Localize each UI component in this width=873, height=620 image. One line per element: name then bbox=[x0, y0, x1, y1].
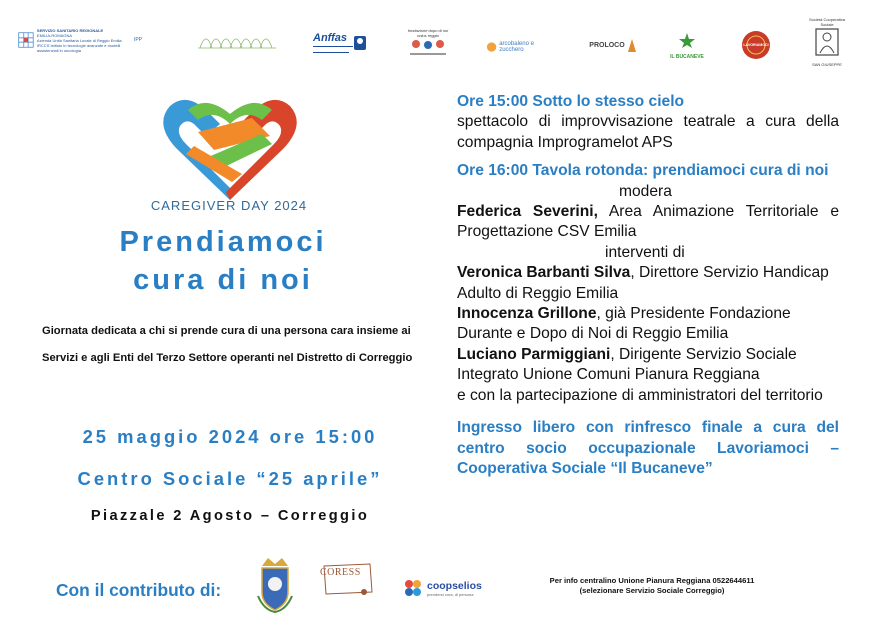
anffas-text: Anffas bbox=[313, 31, 348, 44]
fondazione-line-1: fondazione dopo di noi bbox=[407, 27, 449, 33]
coopselios-logo bbox=[402, 576, 492, 600]
program-item-2-title: Ore 16:00 Tavola rotonda: prendiamoci cura di noi bbox=[457, 162, 829, 180]
ssr-grid-icon bbox=[18, 29, 34, 51]
correggio-crest-logo bbox=[254, 556, 296, 614]
speaker-entry bbox=[457, 304, 839, 345]
coopselios-tagline: prendersi cura, di persona bbox=[427, 591, 474, 597]
program-item-1-text: spettacolo di improvvisazione teatrale a cura della compagnia Improgramelot APS bbox=[457, 113, 839, 151]
main-title-line-1: Prendiamoci bbox=[119, 226, 327, 258]
closing-text: e con la partecipazione di amministratori del territorio bbox=[457, 386, 823, 404]
info-box bbox=[500, 576, 804, 596]
arcobaleno-text: arcobaleno e zucchero bbox=[499, 41, 534, 53]
trees-icon bbox=[196, 28, 278, 52]
bucaneve-flower-icon bbox=[676, 31, 698, 49]
moderator-label: modera bbox=[619, 182, 672, 200]
anffas-badge-icon bbox=[353, 35, 367, 51]
logo-bucaneve bbox=[664, 30, 710, 60]
societa-line-2: SAN GIUSEPPE bbox=[812, 62, 842, 67]
ssr-text: SERVIZIO SANITARIO REGIONALE EMILIA-ROMAGNA Azienda Unità Sanitaria Locale di Reggio Emilia IRCCS Istituto in tecnologie avanzate e modelli assistenziali in oncologia bbox=[36, 27, 122, 53]
info-line-2: (selezionare Servizio Sociale Correggio) bbox=[579, 586, 725, 595]
logo-fondazione bbox=[402, 26, 454, 62]
proloco-text: PROLOCO bbox=[589, 41, 625, 49]
event-date: 25 maggio 2024 ore 15:00 bbox=[82, 426, 378, 447]
fondazione-figures-icon bbox=[406, 38, 450, 56]
speaker-entry bbox=[457, 263, 839, 304]
coopselios-dots-icon bbox=[402, 577, 424, 599]
speakers-label: interventi di bbox=[605, 243, 685, 261]
speaker-role: , Dirigente Servizio Sociale Integrato Unione Comuni Pianura Reggiana bbox=[457, 345, 797, 384]
moderator-name: Federica Severini, bbox=[457, 203, 598, 221]
program-section bbox=[457, 92, 839, 479]
speaker-role: , già Presidente Fondazione Durante e Dopo di Noi di Reggio Emilia bbox=[457, 305, 791, 343]
logo-servizio-sanitario bbox=[18, 26, 142, 54]
speaker-name: Innocenza Grillone bbox=[457, 305, 597, 323]
speaker-role: , Direttore Servizio Handicap Adulto di Reggio Emilia bbox=[457, 264, 829, 302]
crest-icon bbox=[254, 556, 296, 614]
societa-line-1: Società Cooperativa Sociale bbox=[808, 17, 846, 27]
caregiver-day-label: CAREGIVER DAY 2024 bbox=[150, 198, 308, 213]
entry-note: Ingresso libero con rinfresco finale a cura del centro socio occupazionale Lavoriamoci – Cooperativa Sociale “Il Bucaneve” bbox=[457, 419, 839, 477]
logo-proloco bbox=[588, 34, 640, 56]
logo-scaffolding bbox=[196, 28, 278, 52]
proloco-tower-icon bbox=[625, 37, 639, 53]
contributors-label: Con il contributo di: bbox=[56, 580, 222, 600]
ipp-text: IPP bbox=[133, 37, 142, 43]
logo-anffas bbox=[310, 26, 370, 60]
logo-lavoriamoci bbox=[740, 30, 772, 60]
event-place: Centro Sociale “25 aprile” bbox=[77, 468, 383, 489]
main-title-line-2: cura di noi bbox=[133, 264, 313, 296]
coress-text: CORESS bbox=[320, 567, 361, 578]
fondazione-line-2: onlus reggio bbox=[417, 32, 439, 38]
moderator-role: Area Animazione Territoriale e Progettazione CSV Emilia bbox=[457, 203, 839, 241]
logo-arcobaleno bbox=[486, 40, 556, 54]
coopselios-text: coopselios bbox=[427, 579, 482, 592]
lavoriamoci-text: LAVORIAMOCI bbox=[743, 43, 769, 47]
societa-saint-icon bbox=[814, 27, 840, 57]
arcobaleno-circle-icon bbox=[486, 41, 497, 53]
moderator-entry bbox=[457, 202, 839, 243]
logo-societa-cooperativa bbox=[806, 14, 848, 70]
coress-logo bbox=[320, 562, 376, 598]
speaker-name: Luciano Parmiggiani bbox=[457, 345, 611, 363]
info-line-1: Per info centralino Unione Pianura Reggiana 0522644611 bbox=[549, 576, 755, 585]
event-address: Piazzale 2 Agosto – Correggio bbox=[90, 508, 370, 524]
program-item-1-title: Ore 15:00 Sotto lo stesso cielo bbox=[457, 93, 685, 110]
speaker-name: Veronica Barbanti Silva bbox=[457, 264, 631, 282]
event-description: Giornata dedicata a chi si prende cura di una persona cara insieme ai Servizi e agli Enti del Terzo Settore operanti nel Distretto di Correggio bbox=[42, 325, 413, 364]
bucaneve-text: IL BUCANEVE bbox=[670, 53, 704, 60]
speaker-entry bbox=[457, 345, 839, 386]
